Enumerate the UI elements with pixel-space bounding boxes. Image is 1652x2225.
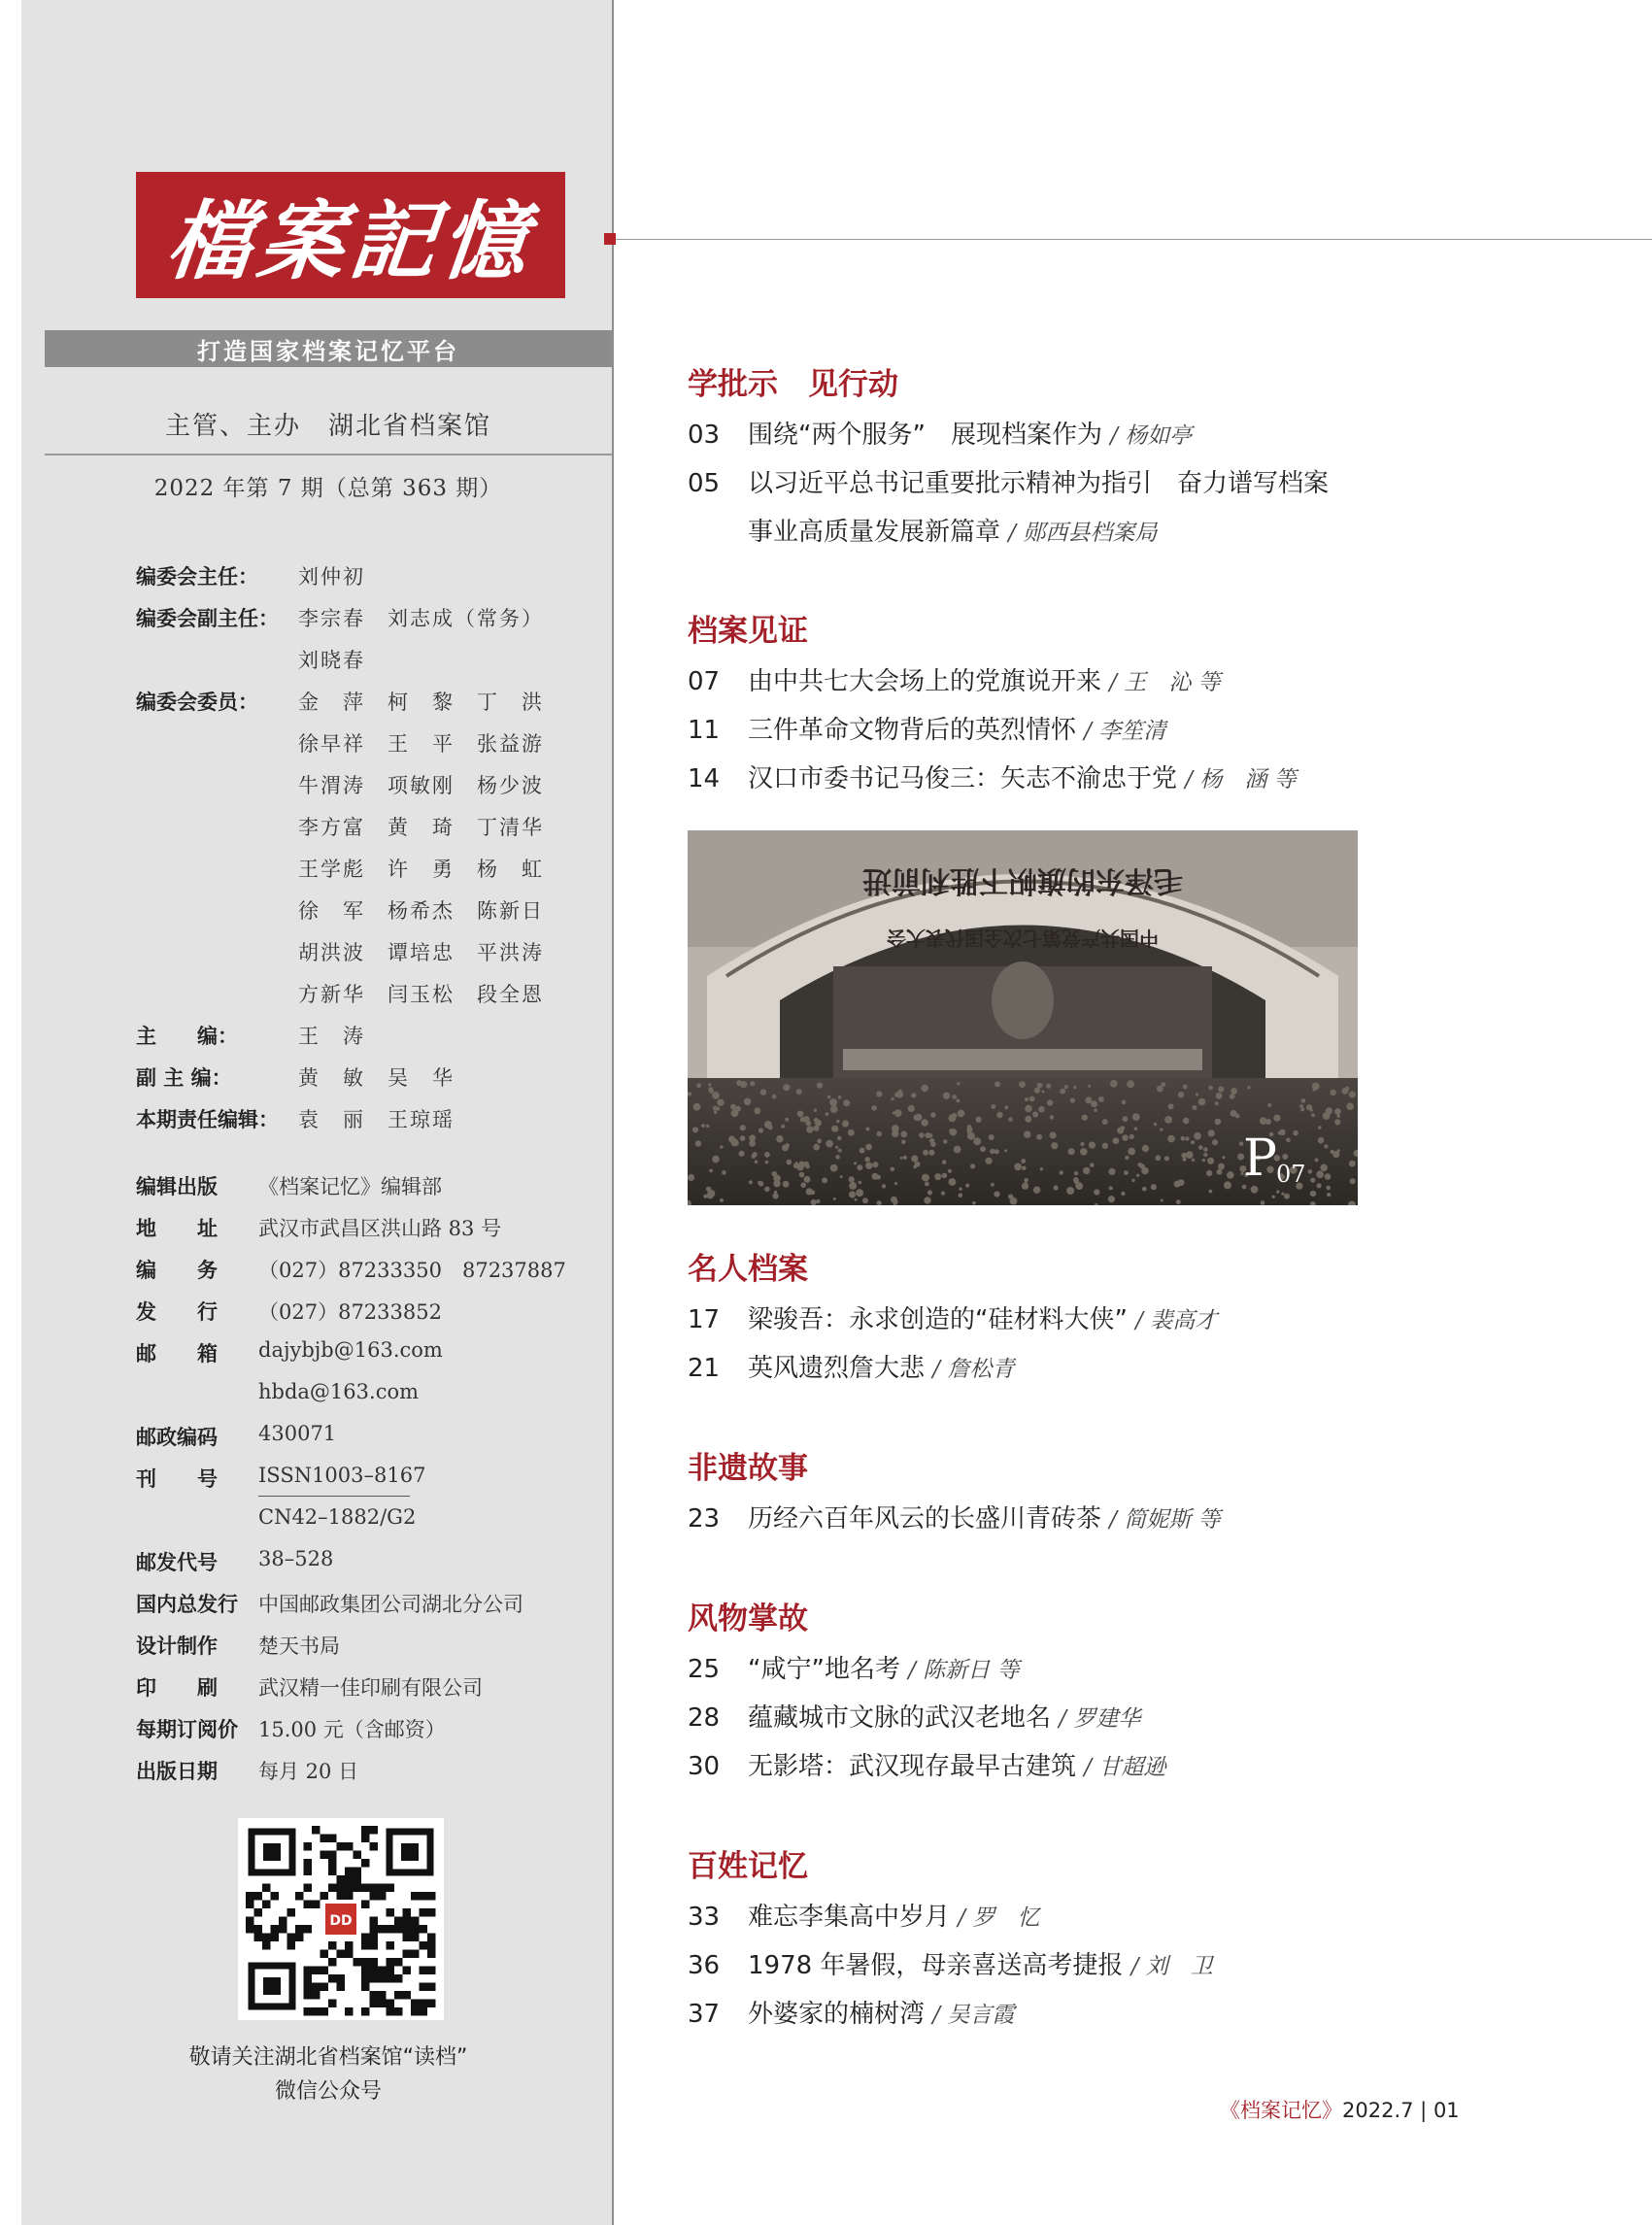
editorial-names: 王学彪 许 勇 杨 虹 — [298, 858, 544, 881]
pub-label: 发 行 — [136, 1300, 218, 1324]
footer-page: 01 — [1433, 2099, 1460, 2122]
article-author: / 詹松青 — [932, 1357, 1015, 1382]
toc-entry[interactable] — [688, 1897, 1039, 1933]
section-title: 风物掌故 — [688, 1601, 808, 1636]
article-author: / 吴言霞 — [932, 2003, 1015, 2028]
article-author: / 杨 涵 等 — [1185, 767, 1297, 792]
pub-value: （027）87233852 — [258, 1300, 442, 1324]
pub-value: 武汉市武昌区洪山路 83 号 — [258, 1217, 502, 1240]
article-author: / 李笙清 — [1084, 719, 1166, 744]
pub-value: ISSN1003–8167 — [258, 1464, 426, 1487]
editorial-names: 方新华 闫玉松 段全恩 — [298, 983, 544, 1006]
accent-dot — [604, 233, 616, 245]
editorial-label: 编委会委员： — [136, 691, 258, 714]
article-title: 汉口市委书记马俊三：矢志不渝忠于党 — [748, 764, 1178, 793]
editorial-names: 李宗春 刘志成（常务） — [298, 607, 544, 630]
toc-entry[interactable] — [688, 1994, 1014, 2030]
toc-entry[interactable] — [688, 1945, 1213, 1981]
page-number: 23 — [688, 1504, 721, 1534]
article-author: / 杨如亭 — [1110, 423, 1193, 449]
article-title: 以习近平总书记重要批示精神为指引 奋力谱写档案 — [748, 469, 1330, 498]
pub-label: 邮政编码 — [136, 1426, 218, 1449]
article-title: 围绕“两个服务” 展现档案作为 — [748, 421, 1102, 450]
photo-page-letter: P — [1243, 1129, 1277, 1188]
article-title: 1978 年暑假，母亲喜送高考捷报 — [748, 1951, 1124, 1980]
sponsor-line: 主管、主办 湖北省档案馆 — [164, 412, 491, 441]
follow-text: 敬请关注湖北省档案馆“读档” — [188, 2045, 468, 2070]
footer-separator: | — [1420, 2099, 1428, 2122]
toc-entry[interactable] — [688, 415, 1192, 451]
editorial-names: 徐 军 杨希杰 陈新日 — [298, 899, 544, 923]
editorial-label: 本期责任编辑： — [136, 1108, 279, 1131]
toc-entry[interactable] — [688, 759, 1297, 794]
page-number: 28 — [688, 1703, 721, 1733]
footer-magazine: 《档案记忆》 — [1220, 2099, 1342, 2122]
pub-label: 国内总发行 — [136, 1593, 238, 1616]
banner-top-text: 毛泽东的旗帜下胜利前进 — [862, 863, 1183, 897]
editorial-names: 胡洪波 谭培忠 平洪涛 — [298, 941, 544, 964]
page-number: 05 — [688, 469, 721, 498]
article-title: 蕴藏城市文脉的武汉老地名 — [748, 1703, 1052, 1733]
pub-value: 15.00 元（含邮资） — [258, 1718, 446, 1741]
article-title: 难忘李集高中岁月 — [748, 1903, 951, 1932]
article-author: / 甘超逊 — [1084, 1755, 1166, 1780]
article-author: / 刘 卫 — [1130, 1954, 1213, 1979]
editorial-label: 主 编： — [136, 1025, 238, 1048]
section-title: 名人档案 — [688, 1252, 808, 1287]
toc-entry[interactable] — [688, 710, 1165, 746]
toc-entry[interactable] — [688, 463, 1329, 499]
editorial-label: 副 主 编： — [136, 1066, 232, 1090]
congress-hall-photo[interactable] — [688, 830, 1358, 1205]
issn-divider — [258, 1496, 410, 1497]
page-number: 21 — [688, 1354, 721, 1383]
pub-label: 编辑出版 — [136, 1175, 218, 1198]
pub-label: 地 址 — [136, 1217, 218, 1240]
editorial-label: 编委会主任： — [136, 565, 258, 589]
email-link[interactable]: dajybjb@163.com — [258, 1338, 443, 1362]
article-title: 由中共七大会场上的党旗说开来 — [748, 667, 1102, 696]
magazine-logo — [136, 172, 565, 298]
toc-entry[interactable] — [688, 1649, 1020, 1685]
photo-page-number: 07 — [1276, 1161, 1306, 1188]
page-number: 30 — [688, 1752, 721, 1781]
wechat-qr-code[interactable] — [238, 1818, 444, 2020]
pub-value: 武汉精一佳印刷有限公司 — [258, 1676, 483, 1700]
toc-entry[interactable] — [688, 1348, 1014, 1384]
page-number: 17 — [688, 1305, 721, 1334]
page-number: 37 — [688, 2000, 721, 2029]
qr-badge: DD — [329, 1913, 353, 1929]
footer-issue: 2022.7 — [1342, 2099, 1414, 2122]
article-title: 事业高质量发展新篇章 — [748, 518, 1001, 547]
article-title: 外婆家的楠树湾 — [748, 2000, 926, 2029]
page-number: 25 — [688, 1655, 721, 1684]
banner-stage-text: 中国共产党第七次全国代表大会 — [887, 927, 1159, 950]
pub-value: 《档案记忆》编辑部 — [258, 1175, 442, 1198]
slogan-bar: 打造国家档案记忆平台 — [45, 330, 612, 367]
pub-value: 38–528 — [258, 1547, 334, 1570]
editorial-names: 牛渭涛 项敏刚 杨少波 — [298, 774, 544, 797]
article-author: / 简妮斯 等 — [1109, 1507, 1221, 1533]
section-title: 学批示 见行动 — [688, 367, 898, 402]
article-title: 梁骏吾：永求创造的“硅材料大侠” — [748, 1305, 1128, 1334]
editorial-names: 袁 丽 王琼瑶 — [298, 1108, 455, 1131]
pub-label: 编 务 — [136, 1259, 218, 1282]
article-author: / 罗 忆 — [958, 1905, 1040, 1931]
pub-label: 印 刷 — [136, 1676, 218, 1700]
article-author: / 罗建华 — [1059, 1706, 1141, 1732]
pub-label: 邮发代号 — [136, 1551, 218, 1574]
page-number: 03 — [688, 421, 721, 450]
pub-label: 设计制作 — [136, 1635, 218, 1658]
editorial-names: 徐早祥 王 平 张益游 — [298, 732, 544, 756]
article-title: 历经六百年风云的长盛川青砖茶 — [748, 1504, 1102, 1534]
editorial-names: 黄 敏 吴 华 — [298, 1066, 455, 1090]
page-number: 11 — [688, 716, 721, 745]
email-link[interactable]: hbda@163.com — [258, 1380, 420, 1403]
pub-label: 刊 号 — [136, 1467, 218, 1491]
page-number: 36 — [688, 1951, 721, 1980]
follow-text: 微信公众号 — [274, 2079, 382, 2104]
section-title: 非遗故事 — [688, 1451, 808, 1486]
page-number: 14 — [688, 764, 721, 793]
toc-entry[interactable] — [688, 1698, 1140, 1734]
toc-entry[interactable] — [688, 1746, 1165, 1782]
divider — [45, 454, 612, 455]
toc-entry-continuation[interactable] — [748, 512, 1157, 548]
issue-number: 2022 年第 7 期（总第 363 期） — [153, 476, 503, 501]
page-number: 07 — [688, 667, 721, 696]
logo-text: 檔案記憶 — [161, 190, 538, 291]
editorial-names: 李方富 黄 琦 丁清华 — [298, 816, 544, 839]
pub-value: 楚天书局 — [258, 1635, 340, 1658]
section-title: 档案见证 — [688, 614, 808, 649]
editorial-names: 王 涛 — [298, 1025, 365, 1048]
article-title: 无影塔：武汉现存最早古建筑 — [748, 1752, 1077, 1781]
article-title: 三件革命文物背后的英烈情怀 — [748, 716, 1077, 745]
editorial-names: 刘仲初 — [298, 565, 365, 589]
article-title: “咸宁”地名考 — [748, 1655, 900, 1684]
pub-value: 每月 20 日 — [258, 1760, 359, 1783]
page-number: 33 — [688, 1903, 721, 1932]
article-title: 英风遗烈詹大悲 — [748, 1354, 926, 1383]
pub-value: 430071 — [258, 1422, 337, 1445]
top-rule — [616, 239, 1652, 240]
toc-entry[interactable] — [688, 1499, 1221, 1534]
pub-value: CN42–1882/G2 — [258, 1505, 417, 1529]
pub-value: （027）87233350 87237887 — [258, 1259, 566, 1282]
page-footer — [1220, 2095, 1460, 2124]
section-title: 百姓记忆 — [688, 1849, 808, 1884]
pub-value: 中国邮政集团公司湖北分公司 — [258, 1593, 523, 1616]
article-author: / 裴高才 — [1135, 1308, 1218, 1333]
editorial-names: 金 萍 柯 黎 丁 洪 — [298, 691, 544, 714]
toc-entry[interactable] — [688, 661, 1221, 697]
editorial-label: 编委会副主任： — [136, 607, 279, 630]
toc-entry[interactable] — [688, 1299, 1217, 1335]
pub-label: 出版日期 — [136, 1760, 218, 1783]
pub-label: 每期订阅价 — [136, 1718, 238, 1741]
qr-code-icon — [238, 1818, 444, 2020]
article-author: / 王 沁 等 — [1109, 670, 1221, 695]
article-author: / 郧西县档案局 — [1008, 521, 1158, 546]
pub-label: 邮 箱 — [136, 1342, 218, 1365]
editorial-names: 刘晓春 — [298, 649, 365, 672]
article-author: / 陈新日 等 — [908, 1658, 1020, 1683]
